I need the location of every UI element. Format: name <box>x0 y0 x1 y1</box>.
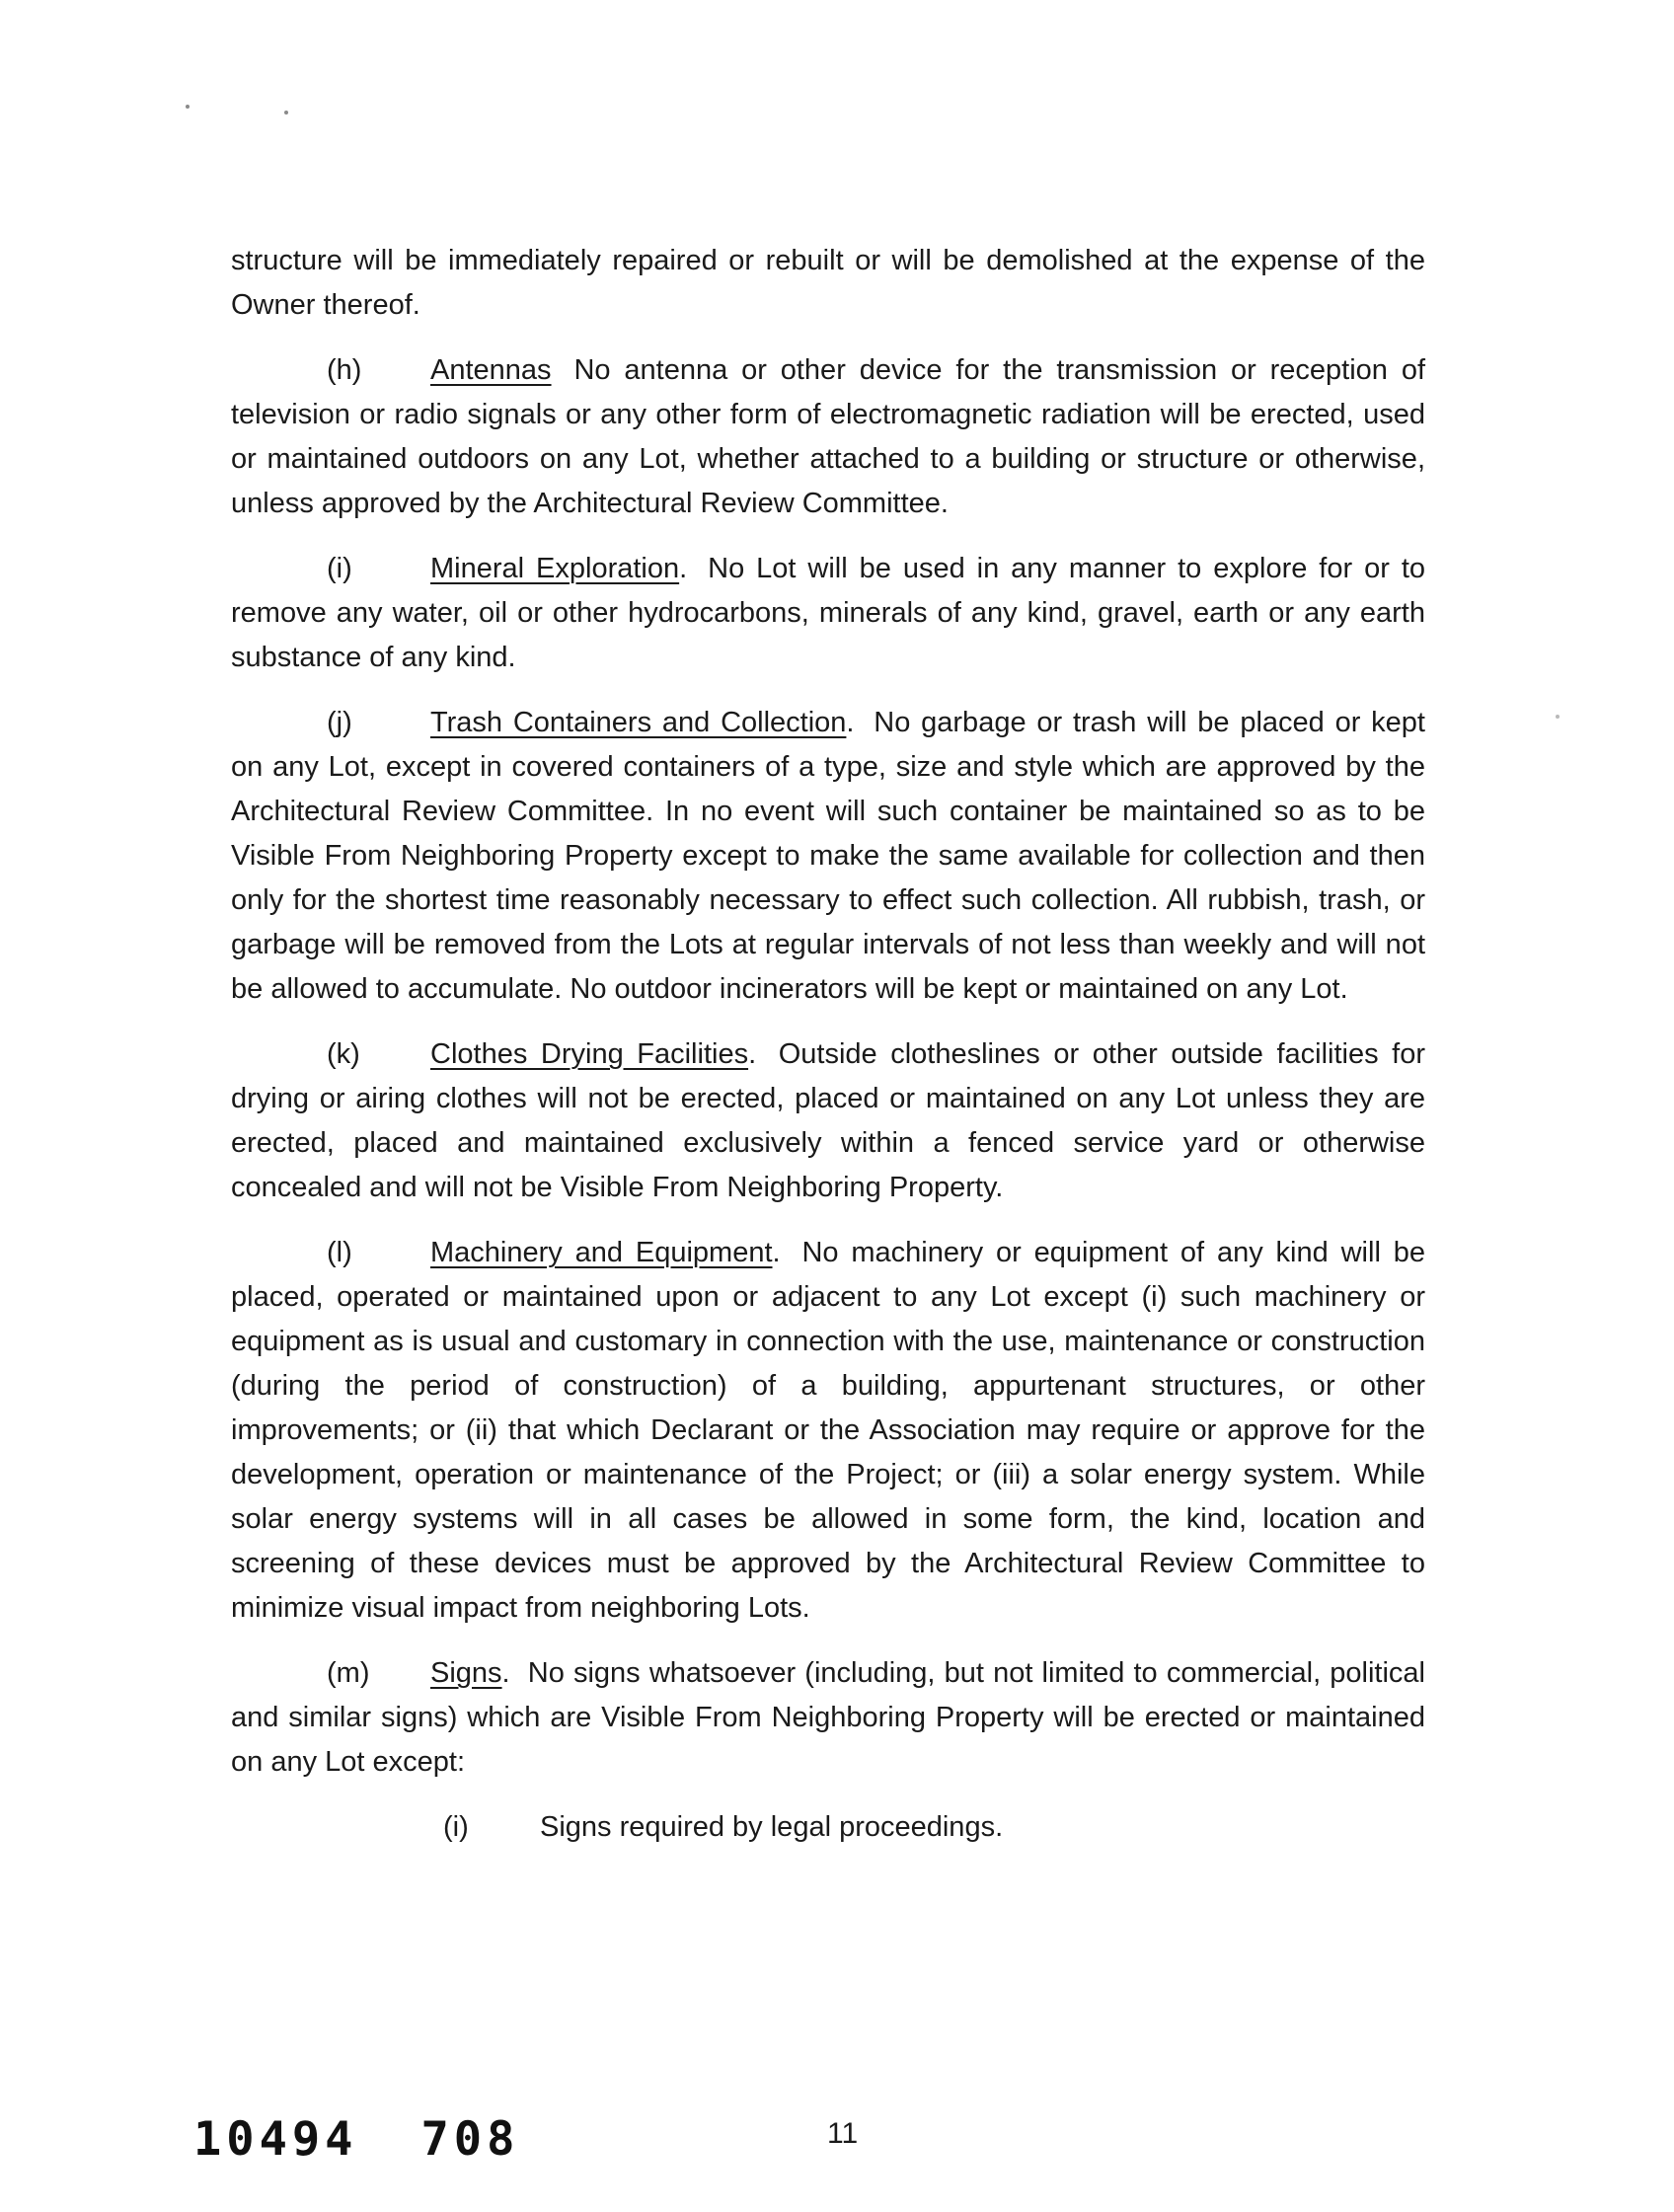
clause-label: (k) <box>327 1038 360 1070</box>
clause-label: (i) <box>327 553 352 584</box>
clause-body: No Lot will be used in any manner to explore for or to remove any water, oil or other hydrocarbons, minerals of any kind, gravel, earth or any earth substance of any kind. <box>231 553 1426 673</box>
clause-heading: Machinery and Equipment <box>430 1237 773 1268</box>
clause-l <box>231 1231 1425 1631</box>
docket-stamp-book: 10494 <box>193 2112 358 2167</box>
clause-heading-period: . <box>501 1657 510 1689</box>
clause-h <box>231 348 1425 526</box>
clause-heading: Mineral Exploration <box>430 553 680 584</box>
scan-speckle <box>1556 715 1560 719</box>
clause-heading: Trash Containers and Collection <box>430 707 847 738</box>
document-body <box>231 239 1425 1870</box>
clause-heading-period: . <box>846 707 855 738</box>
intro-paragraph: structure will be immediately repaired or rebuilt or will be demolished at the expense of the Owner thereof. <box>231 245 1425 321</box>
clause-m <box>231 1651 1425 1785</box>
clause-body: Outside clotheslines or other outside facilities for drying or airing clothes will not be erected, placed or maintained on any Lot unless they are erected, placed and maintained exclusively within a fenced service yard or otherwise concealed and will not be Visible From Neighboring Property. <box>231 1038 1425 1203</box>
subclause-signs-legal <box>231 1805 1425 1850</box>
clause-heading-period: . <box>748 1038 757 1070</box>
clause-label: (l) <box>327 1237 352 1268</box>
clause-label: (j) <box>327 707 352 738</box>
clause-heading: Clothes Drying Facilities <box>430 1038 749 1070</box>
clause-heading-period: . <box>679 553 688 584</box>
page-number: 11 <box>827 2117 859 2150</box>
clause-body: No machinery or equipment of any kind will be placed, operated or maintained upon or adjacent to any Lot except (i) such machinery or equipment as is usual and customary in connection with the use, maintenance or construction (during the period of construction) of a building, appurtenant structures, or other improvements; or (ii) that which Declarant or the Association may require or approve for the development, operation or maintenance of the Project; or (iii) a solar energy system. While solar energy systems will in all cases be allowed in some form, the kind, location and screening of these devices must be approved by the Architectural Review Committee to minimize visual impact from neighboring Lots. <box>231 1237 1425 1624</box>
docket-stamp <box>193 2112 519 2167</box>
clause-j <box>231 701 1425 1012</box>
scan-speckle <box>186 105 190 109</box>
clause-body: No garbage or trash will be placed or kept on any Lot, except in covered containers of a type, size and style which are approved by the Architectural Review Committee. In no event will such container be maintained so as to be Visible From Neighboring Property except to make the same available for collection and then only for the shortest time reasonably necessary to effect such collection. All rubbish, trash, or garbage will be removed from the Lots at regular intervals of not less than weekly and will not be allowed to accumulate. No outdoor incinerators will be kept or maintained on any Lot. <box>231 707 1425 1005</box>
clause-heading: Antennas <box>430 354 552 386</box>
clause-i <box>231 547 1425 680</box>
clause-label: (m) <box>327 1657 370 1689</box>
clause-body: No antenna or other device for the transmission or reception of television or radio signals or any other form of electromagnetic radiation will be erected, used or maintained outdoors on any Lot, whether attached to a building or structure or otherwise, unless approved by the Architectural Review Committee. <box>231 354 1426 519</box>
subclause-label: (i) <box>443 1811 469 1843</box>
clause-body: No signs whatsoever (including, but not limited to commercial, political and similar signs) which are Visible From Neighboring Property will be erected or maintained on any Lot except: <box>231 1657 1425 1778</box>
scan-speckle <box>284 111 288 114</box>
docket-stamp-page: 708 <box>420 2112 520 2167</box>
clause-heading: Signs <box>430 1657 502 1689</box>
clause-k <box>231 1032 1425 1210</box>
subclause-text: Signs required by legal proceedings. <box>540 1811 1004 1843</box>
clause-heading-period: . <box>772 1237 781 1268</box>
clause-label: (h) <box>327 354 362 386</box>
